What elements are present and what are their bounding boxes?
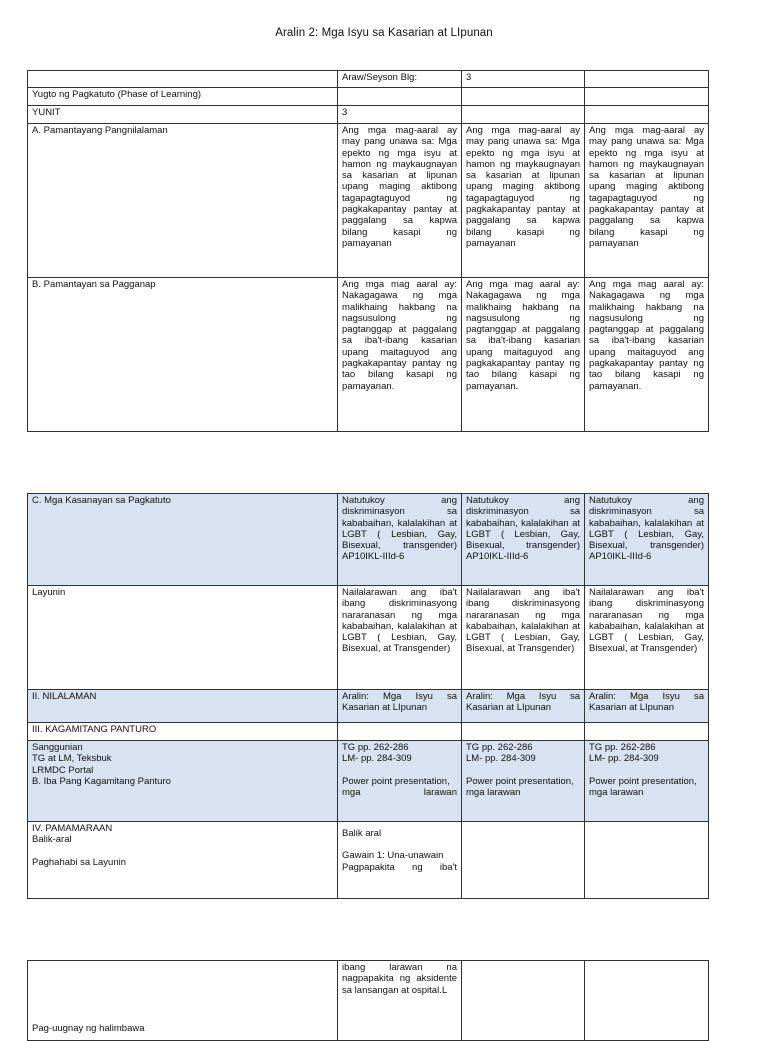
table-cell [338,88,462,106]
table-cell: Nailalarawan ang iba't ibang diskriminasyong nararanasan ng mga kababaihan, kalalakihan at LGBT ( Lesbian, Gay, Bisexual, at Transgender) [585,586,709,690]
table-cell: II. NILALAMAN [28,690,338,723]
cell-text: TG pp. 262-286 LM- pp. 284-309 [466,742,536,765]
table-cell [462,723,585,741]
table-cell [585,723,709,741]
table-cell: Aralin: Mga Isyu sa Kasarian at LIpunan [338,690,462,723]
table-cell: Sanggunian TG at LM, Teksbuk LRMDC Portal B. Iba Pang Kagamitang Panturo [28,741,338,822]
table-cell [585,741,709,822]
table-cell: Ang mga mag aaral ay: Nakagagawa ng mga malikhaing hakbang na nagsusulong ng pagtanggap at paggalang sa iba't-ibang kasarian upang maitaguyod ang pagkakapantay pantay ng tao bilang kasapi ng pamayanan. [462,278,585,432]
table-cell: 3 [462,71,585,88]
table-row [28,71,709,88]
table-cell: Natutukoy ang diskriminasyon sa kababaihan, kalalakihan at LGBT ( Lesbian, Gay, Bisexual, transgender) AP10IKL-IIId-6 [585,494,709,586]
table-row [28,690,709,723]
table-cell: Aralin: Mga Isyu sa Kasarian at LIpunan [462,690,585,723]
cell-text: Balik aral [342,828,382,839]
table-cell: Natutukoy ang diskriminasyon sa kababaihan, kalalakihan at LGBT ( Lesbian, Gay, Bisexual, transgender) AP10IKL-IIId-6 [462,494,585,586]
table-cell: YUNIT [28,106,338,124]
table-cell [462,88,585,106]
cell-text: IV. PAMAMARAAN Balik-aral [32,823,113,846]
cell-text: Gawain 1: Una-unawain [342,850,444,862]
table-cell: Layunin [28,586,338,690]
table-cell: A. Pamantayang Pangnilalaman [28,124,338,278]
table-cell: Ang mga mag-aaral ay may pang unawa sa: Mga epekto ng mga isyu at hamon ng maykaugnayan sa kasarian at lipunan upang maging aktibong tagapagtaguyod ng pagkakapantay pantay at paggalang sa kapwa bilang kasapi ng pamayanan [462,124,585,278]
table-cell [462,822,585,899]
table-cell: Natutukoy ang diskriminasyon sa kababaihan, kalalakihan at LGBT ( Lesbian, Gay, Bisexual, transgender) AP10IKL-IIId-6 [338,494,462,586]
table-cell [338,822,462,899]
table-row [28,586,709,690]
table-cell: B. Pamantayan sa Pagganap [28,278,338,432]
table-cell [585,106,709,124]
table-cell [28,71,338,88]
table-cell: Ang mga mag-aaral ay may pang unawa sa: Mga epekto ng mga isyu at hamon ng maykaugnayan sa kasarian at lipunan upang maging aktibong tagapagtaguyod ng pagkakapantay pantay at paggalang sa kapwa bilang kasapi ng pamayanan [585,124,709,278]
table-cell: Yugto ng Pagkatuto (Phase of Learning) [28,88,338,106]
table-cell [462,106,585,124]
table-cell [338,723,462,741]
table-row [28,88,709,106]
table-cell [585,88,709,106]
table-row [28,723,709,741]
lesson-table-top [27,70,709,432]
table-row [28,494,709,586]
table-row [28,124,709,278]
table-cell [462,741,585,822]
cell-text: Power point presentation, mga larawan [589,775,697,798]
table-row [28,961,709,1041]
table-cell [585,961,709,1041]
cell-text: Pagpapakita ng iba't [342,861,457,873]
table-cell [28,822,338,899]
cell-text: Power point presentation, mga larawan [466,775,574,798]
table-cell: Araw/Seyson Blg: [338,71,462,88]
cell-text: Paghahabi sa Layunin [32,856,127,868]
table-cell: Pag-uugnay ng halimbawa [28,961,338,1041]
table-cell [585,822,709,899]
table-cell: ibang larawan na nagpapakita ng aksidente sa lansangan at ospital.L [338,961,462,1041]
table-row [28,741,709,822]
table-cell: 3 [338,106,462,124]
table-cell: Ang mga mag-aaral ay may pang unawa sa: Mga epekto ng mga isyu at hamon ng maykaugnayan sa kasarian at lipunan upang maging aktibong tagapagtaguyod ng pagkakapantay pantay at paggalang sa kapwa bilang kasapi ng pamayanan [338,124,462,278]
table-cell: Ang mga mag aaral ay: Nakagagawa ng mga malikhaing hakbang na nagsusulong ng pagtanggap at paggalang sa iba't-ibang kasarian upang maitaguyod ang pagkakapantay pantay ng tao bilang kasapi ng pamayanan. [585,278,709,432]
cell-text: Power point presentation, mga larawan [342,775,457,798]
table-cell: III. KAGAMITANG PANTURO [28,723,338,741]
table-cell: Ang mga mag aaral ay: Nakagagawa ng mga malikhaing hakbang na nagsusulong ng pagtanggap at paggalang sa iba't-ibang kasarian upang maitaguyod ang pagkakapantay pantay ng tao bilang kasapi ng pamayanan. [338,278,462,432]
table-row [28,278,709,432]
table-cell [585,71,709,88]
table-row [28,106,709,124]
lesson-table-middle [27,493,709,899]
table-row [28,822,709,899]
lesson-table-bottom [27,960,709,1041]
table-cell: C. Mga Kasanayan sa Pagkatuto [28,494,338,586]
table-cell: Nailalarawan ang iba't ibang diskriminasyong nararanasan ng mga kababaihan, kalalakihan at LGBT ( Lesbian, Gay, Bisexual, at Transgender) [462,586,585,690]
cell-text: TG pp. 262-286 LM- pp. 284-309 [342,742,412,765]
table-cell: Nailalarawan ang iba't ibang diskriminasyong nararanasan ng mga kababaihan, kalalakihan at LGBT ( Lesbian, Gay, Bisexual, at Transgender) [338,586,462,690]
table-cell [462,961,585,1041]
table-cell [338,741,462,822]
page-title: Aralin 2: Mga Isyu sa Kasarian at LIpunan [275,27,493,39]
cell-text: TG pp. 262-286 LM- pp. 284-309 [589,742,659,765]
table-cell: Aralin: Mga Isyu sa Kasarian at LIpunan [585,690,709,723]
